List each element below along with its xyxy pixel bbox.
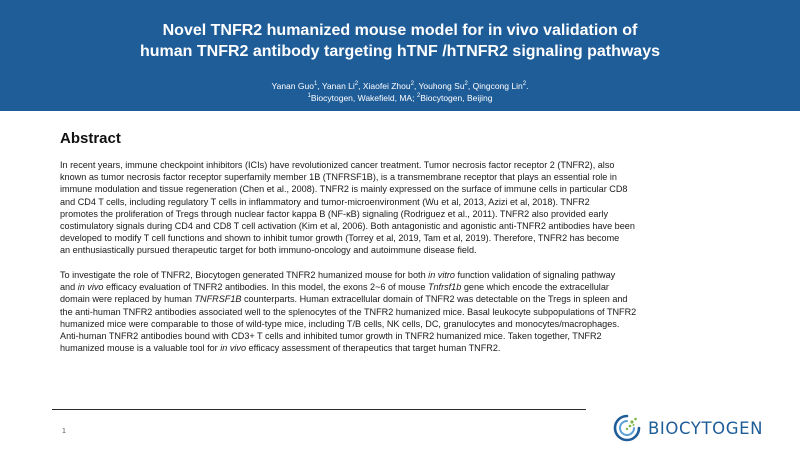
logo-wordmark: BIOCYTOGEN (648, 418, 764, 438)
title-line-2: human TNFR2 antibody targeting hTNF /hTNFR2 signaling pathways (139, 43, 660, 60)
author-list: Yanan Guo$^1$, Yanan Li$^2$, Xiaofei Zhou$^2$, Youhong Su$^2$, Qingcong Lin$^2$. (271, 81, 529, 91)
text-run: domain were replaced by human (60, 294, 195, 305)
abstract-paragraph-2 (60, 269, 750, 354)
affiliations (0, 92, 800, 104)
biocytogen-logo-icon (612, 413, 642, 443)
page-number: 1 (62, 428, 66, 435)
text-line: promotes the proliferation of Tregs through nuclear factor kappa B (NF-κB) signaling (Rodriguez et al., 2011). TNFR2 also provided early (60, 208, 609, 219)
text-run: efficacy evaluation of TNFR2 antibodies. In this model, the exons 2~6 of mouse (103, 282, 428, 293)
text-line: known as tumor necrosis factor receptor superfamily member 1B (TNFRSF1B), is a transmembrane receptor that plays an essential role in (60, 172, 617, 183)
italic-text: in vivo (220, 343, 247, 354)
text-line: an enthusiastically pursued therapeutic target for both immuno-oncology and autoimmune disease field. (60, 245, 477, 256)
title-line-1: Novel TNFR2 humanized mouse model for in vivo validation of (162, 22, 638, 39)
text-run: and (60, 282, 78, 293)
author-name: Xiaofei Zhou (362, 81, 411, 91)
poster-title (0, 0, 800, 62)
author-affil-mark: 2 (464, 81, 468, 88)
author-affil-mark: 1 (313, 81, 318, 88)
affil-mark: 1 (307, 93, 311, 100)
italic-gene-name: Tnfrsf1b (427, 282, 462, 293)
text-line (60, 281, 750, 293)
text-run: counterparts. Human extracellular domain of TNFR2 was detectable on the Tregs in spleen and (241, 294, 628, 305)
author-affil-mark: 2 (354, 81, 359, 88)
text-run: To investigate the role of TNFR2, Biocytogen generated TNFR2 humanized mouse for both (60, 270, 429, 280)
footer-divider (52, 409, 586, 410)
italic-text: in vitro (428, 270, 455, 280)
text-line (60, 293, 750, 305)
text-line: Anti-human TNFR2 antibodies bound with CD3+ T cells and inhibited tumor growth in TNFR2 humanized mice. Taken together, TNFR2 (60, 331, 602, 342)
author-name: Yanan Li (321, 81, 355, 91)
biocytogen-logo (612, 412, 782, 444)
italic-text: in vivo (77, 282, 104, 293)
author-affil-mark: 2 (522, 81, 527, 88)
text-run: function validation of signaling pathway (454, 270, 616, 280)
italic-gene-name: TNFRSF1B (194, 294, 242, 305)
text-run: efficacy assessment of therapeutics that target human TNFR2. (246, 343, 501, 354)
author-name: Qingcong Lin (472, 81, 523, 91)
text-line: humanized mice were comparable to those of wild-type mice, including T/B cells, NK cells, DC, granulocytes and monocytes/macrophages. (60, 318, 620, 329)
text-line: immune modulation and tissue regeneration (Chen et al., 2008). TNFR2 is mainly expressed on the surface of immune cells in particular CD8 (60, 184, 628, 195)
text-run: gene which encode the extracellular (461, 282, 609, 293)
author-name: Yanan Guo (271, 81, 314, 91)
author-affil-mark: 2 (410, 81, 414, 88)
text-line: In recent years, immune checkpoint inhibitors (ICIs) have revolutionized cancer treatment. Tumor necrosis factor receptor 2 (TNFR2), also (60, 160, 615, 170)
abstract-heading: Abstract (60, 130, 121, 147)
text-line: costimulatory signals during CD4 and CD8 T cell activation (Kim et al, 2006). Both antagonistic and agonistic anti-TNFR2 antibodies have been (60, 221, 635, 232)
text-run: humanized mouse is a valuable tool for (60, 343, 221, 354)
text-line: developed to modify T cell functions and shown to inhibit tumor growth (Torrey et al, 2019, Tam et al, 2019). Therefore, TNFR2 has become (60, 233, 620, 244)
text-line: and CD4 T cells, including regulatory T cells in inflammatory and tumor-microenvironment (Wu et al, 2013, Azizi et al, 2018). TNFR2 (60, 196, 590, 207)
text-line (60, 342, 750, 354)
text-line (60, 269, 750, 281)
affiliation-2: Biocytogen, Beijing (420, 93, 493, 103)
affiliation-1: Biocytogen, Wakefield, MA; (310, 93, 415, 103)
title-banner (0, 0, 800, 111)
affil-mark: 2 (416, 93, 421, 100)
author-name: Youhong Su (418, 81, 465, 91)
text-line: the anti-human TNFR2 antibodies associated well to the splenocytes of the TNFR2 humanized mice. Basal leukocyte subpopulations of TNFR2 (60, 306, 637, 317)
abstract-paragraph-1 (60, 159, 750, 257)
